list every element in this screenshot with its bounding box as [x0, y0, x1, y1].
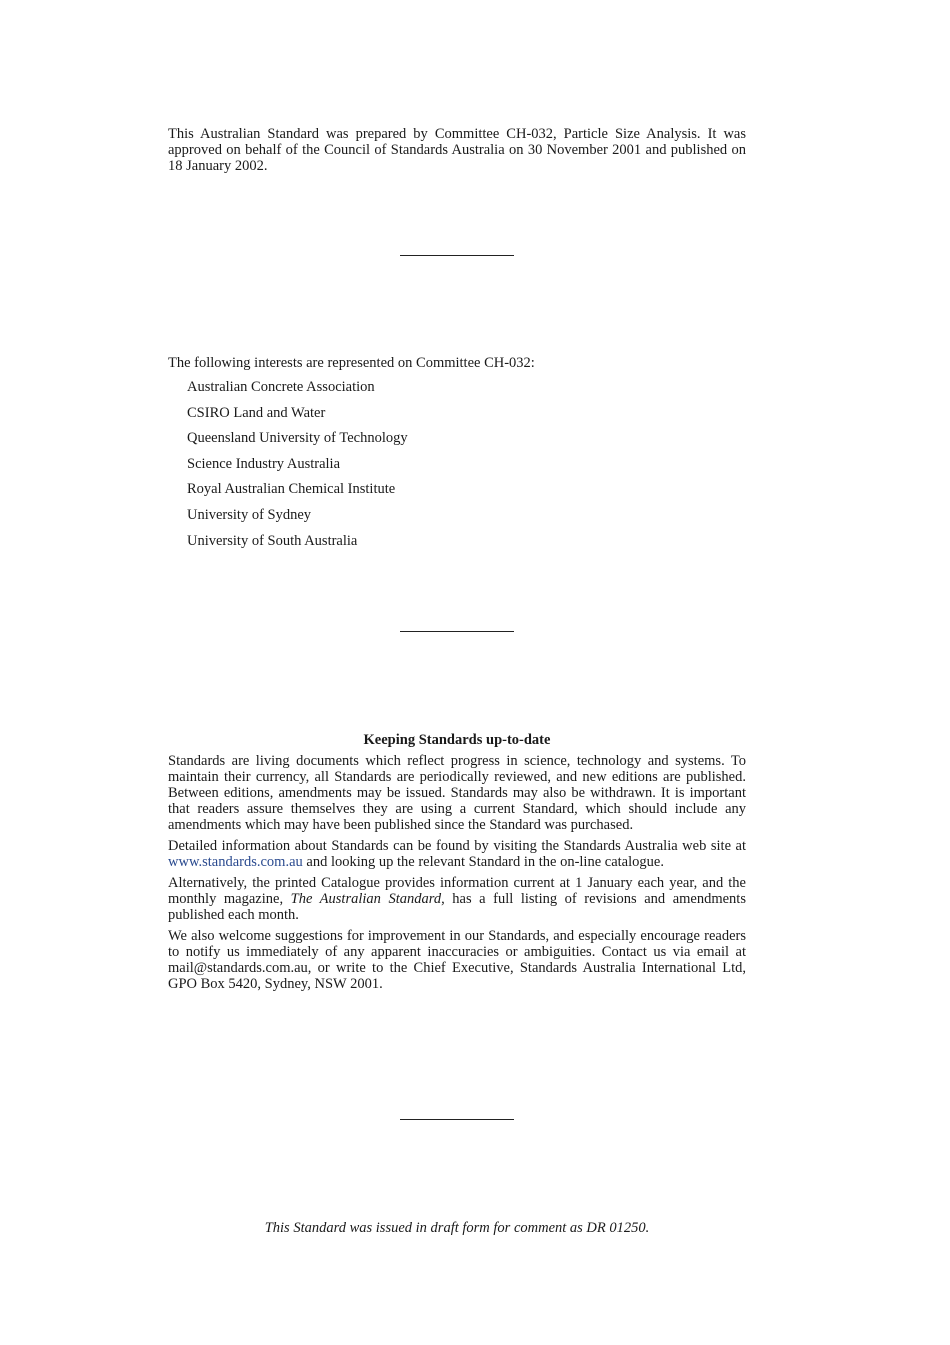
list-item: University of South Australia	[187, 532, 358, 549]
divider-2	[400, 631, 514, 632]
paragraph-text: and looking up the relevant Standard in the on-line catalogue.	[302, 854, 664, 870]
list-item: Science Industry Australia	[187, 455, 341, 472]
paragraph-suggestions: We also welcome suggestions for improvement in our Standards, and especially encourage readers to notify us immediately of any apparent inaccuracies or ambiguities. Contact us via email at mail@standards.com.au, or write to the Chief Executive, Standards Australia International Ltd, GPO Box 5420, Sydney, NSW 2001.	[168, 928, 746, 992]
paragraph-living-documents: Standards are living documents which reflect progress in science, technology and systems. To maintain their currency, all Standards are periodically reviewed, and new editions are published. Between editions, amendments may be issued. Standards may also be withdrawn. It is important that readers assure themselves they are using a current Standard, which should include any amendments which may have been published since the Standard was purchased.	[168, 753, 746, 833]
divider-3	[400, 1119, 514, 1120]
draft-note: This Standard was issued in draft form for comment as DR 01250.	[264, 1220, 650, 1236]
divider-1	[400, 255, 514, 256]
approval-statement: This Australian Standard was prepared by Committee CH-032, Particle Size Analysis. It was approved on behalf of the Council of Standards Australia on 30 November 2001 and published on 18 January 2002.	[168, 126, 746, 174]
list-item: Queensland University of Technology	[187, 430, 408, 447]
paragraph-text: Detailed information about Standards can be found by visiting the Standards Australia web site at	[168, 838, 746, 854]
list-item: Royal Australian Chemical Institute	[187, 481, 396, 498]
committee-members-list	[187, 377, 408, 556]
paragraph-text: , has a full listing of revisions and amendments published each month.	[168, 891, 746, 923]
list-item: CSIRO Land and Water	[187, 404, 326, 421]
keeping-standards-body	[168, 753, 746, 997]
paragraph-text: Alternatively, the printed Catalogue provides information current at 1 January each year, and the monthly magazine,	[168, 875, 746, 907]
paragraph-web-site	[168, 838, 746, 870]
committee-intro: The following interests are represented on Committee CH-032:	[168, 355, 535, 371]
list-item: University of Sydney	[187, 506, 312, 523]
list-item: Australian Concrete Association	[187, 379, 375, 395]
paragraph-catalogue	[168, 875, 746, 923]
website-link[interactable]: www.standards.com.au	[168, 854, 303, 870]
section-heading: Keeping Standards up-to-date	[363, 732, 551, 748]
magazine-title: The Australian Standard	[290, 891, 442, 907]
